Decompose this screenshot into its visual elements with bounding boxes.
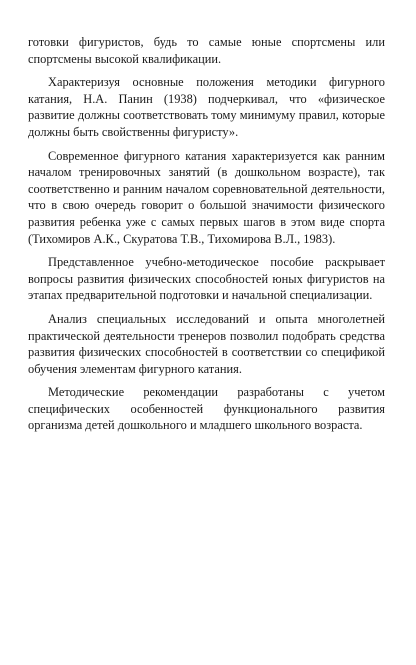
paragraph-continuation: готовки фигуристов, будь то самые юные спортсмены или спортсмены высокой квалификации. <box>28 35 385 66</box>
paragraph-analysis: Анализ специальных исследований и опыта многолетней практической деятельности тренеров позволил подобрать средства развития физических способностей в соответствии со спецификой обучения элементам фигурного катания. <box>28 311 385 376</box>
paragraph-panin-quote: Характеризуя основные положения методики фигурного катания, Н.А. Панин (1938) подчеркивал, что «физическое развитие должны соответствовать тому минимуму правил, которые должны быть свойственны фигуристу». <box>28 75 385 139</box>
paragraph-modern-skating: Современное фигурного катания характеризуется как ранним началом тренировочных занятий (в дошкольном возрасте), так соответственно и ранним началом соревновательной деятельности, что в свою очередь говорит о большой значимости физического развития ребенка уже с самых первых шагов в этом виде спорта (Тихомиров А.К., Скуратова Т.В., Тихомирова В.Л., 1983). <box>28 148 385 246</box>
paragraph-manual-scope: Представленное учебно-методическое пособие раскрывает вопросы развития физических способностей юных фигуристов на этапах предварительной подготовки и начальной специализации. <box>28 255 385 303</box>
paragraph-recommendations: Методические рекомендации разработаны с учетом специфических особенностей функционального развития организма детей дошкольного и младшего школьного возраста. <box>28 385 385 433</box>
document-page <box>28 34 385 441</box>
